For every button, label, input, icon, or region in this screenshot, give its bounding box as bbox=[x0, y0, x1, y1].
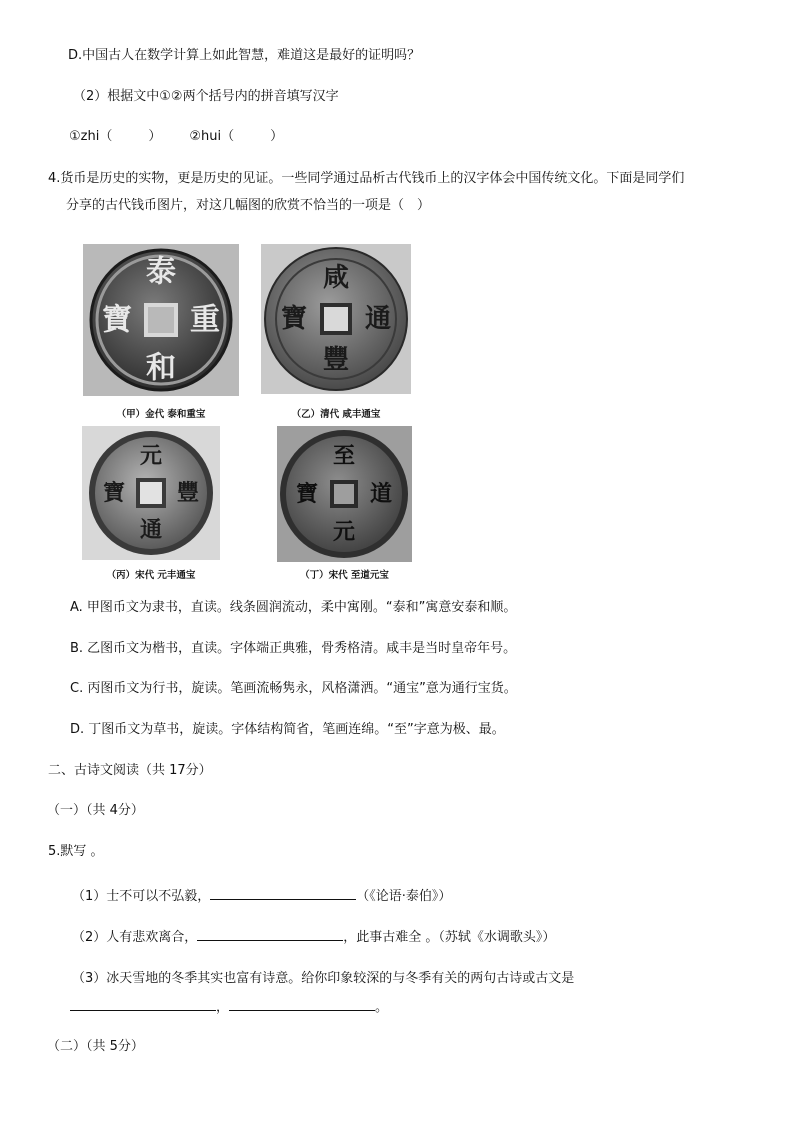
pinyin-1-close: ） bbox=[148, 129, 162, 144]
coin-image-bing bbox=[82, 426, 220, 560]
coin-jia-char-top: 泰 bbox=[146, 254, 176, 290]
q5-3-separator: ， bbox=[216, 1000, 230, 1015]
coin-caption-yi: （乙）清代 咸丰通宝 bbox=[291, 409, 381, 420]
coin-ding-char-left: 寶 bbox=[295, 481, 319, 507]
coin-ding-char-bottom: 元 bbox=[332, 519, 356, 545]
q5-1-blank[interactable] bbox=[210, 885, 356, 900]
coin-bing-char-right: 豐 bbox=[176, 480, 200, 506]
coin-caption-ding: （丁）宋代 至道元宝 bbox=[300, 570, 389, 581]
q5-3-blank-2[interactable] bbox=[229, 996, 375, 1011]
coin-yi-char-bottom: 豐 bbox=[322, 345, 350, 375]
q5-3-blank-1[interactable] bbox=[70, 996, 216, 1011]
q5-1-text: （1）士不可以不弘毅， bbox=[72, 889, 211, 904]
coin-image-yi bbox=[261, 244, 411, 394]
q3-option-d: D.中国古人在数学计算上如此智慧，难道这是最好的证明吗？ bbox=[68, 48, 421, 63]
coin-image-jia bbox=[83, 244, 239, 396]
coin-caption-bing: （丙）宋代 元丰通宝 bbox=[106, 570, 196, 581]
q5-item3: （3）冰天雪地的冬季其实也富有诗意。给你印象较深的与冬季有关的两句古诗或古文是 bbox=[72, 971, 575, 986]
coin-jia-char-right: 重 bbox=[190, 302, 220, 338]
coin-bing-char-bottom: 通 bbox=[139, 517, 163, 543]
q5-2-blank[interactable] bbox=[197, 926, 343, 941]
coin-bing-char-top: 元 bbox=[139, 443, 163, 469]
q3-pinyin-row bbox=[69, 128, 283, 146]
q4-option-a: A. 甲图币文为隶书，直读。线条圆润流动，柔中寓刚。“泰和”寓意安泰和顺。 bbox=[70, 600, 517, 615]
q5-title: 5.默写 。 bbox=[48, 844, 104, 859]
coin-yi-char-right: 通 bbox=[364, 304, 392, 334]
q5-3-end: 。 bbox=[375, 1000, 389, 1015]
q4-stem-line2: 分享的古代钱币图片，对这几幅图的欣赏不恰当的一项是（ ） bbox=[66, 198, 431, 213]
q4-option-b: B. 乙图币文为楷书，直读。字体端正典雅，骨秀格清。咸丰是当时皇帝年号。 bbox=[70, 641, 517, 656]
section2-heading: 二、古诗文阅读（共 17分） bbox=[48, 763, 212, 778]
section2-part2: （二）（共 5分） bbox=[47, 1039, 144, 1054]
q5-2-source: ，此事古难全 。（苏轼《水调歌头》） bbox=[343, 930, 556, 945]
pinyin-1-label: ①zhi（ bbox=[69, 129, 113, 144]
q5-1-source: （《论语·泰伯》） bbox=[356, 889, 452, 904]
coin-bing-char-left: 寶 bbox=[102, 480, 126, 506]
q5-item1 bbox=[72, 885, 451, 906]
q5-item2 bbox=[72, 926, 555, 947]
coin-yi-char-left: 寶 bbox=[280, 304, 308, 334]
coin-yi-char-top: 咸 bbox=[322, 263, 350, 293]
coin-ding-char-right: 道 bbox=[369, 481, 393, 507]
q4-stem-line1: 4.货币是历史的实物，更是历史的见证。一些同学通过品析古代钱币上的汉字体会中国传统文化。下面是同学们 bbox=[48, 171, 685, 186]
q4-option-d: D. 丁图币文为草书，旋读。字体结构简省，笔画连绵。“至”字意为极、最。 bbox=[70, 722, 505, 737]
coin-caption-jia: （甲）金代 泰和重宝 bbox=[116, 409, 206, 420]
q5-item3-blanks bbox=[70, 996, 388, 1017]
coin-image-ding bbox=[277, 426, 412, 562]
coin-jia-char-left: 寶 bbox=[102, 302, 132, 338]
pinyin-2-label: ②hui（ bbox=[189, 129, 235, 144]
coin-jia-char-bottom: 和 bbox=[146, 350, 176, 386]
q3-sub2: （2）根据文中①②两个括号内的拼音填写汉字 bbox=[73, 89, 339, 104]
q5-2-text: （2）人有悲欢离合， bbox=[72, 930, 198, 945]
q4-option-c: C. 丙图币文为行书，旋读。笔画流畅隽永，风格潇洒。“通宝”意为通行宝货。 bbox=[70, 681, 517, 696]
section2-part1: （一）（共 4分） bbox=[47, 803, 144, 818]
coin-ding-char-top: 至 bbox=[332, 443, 356, 469]
pinyin-2-close: ） bbox=[270, 129, 284, 144]
